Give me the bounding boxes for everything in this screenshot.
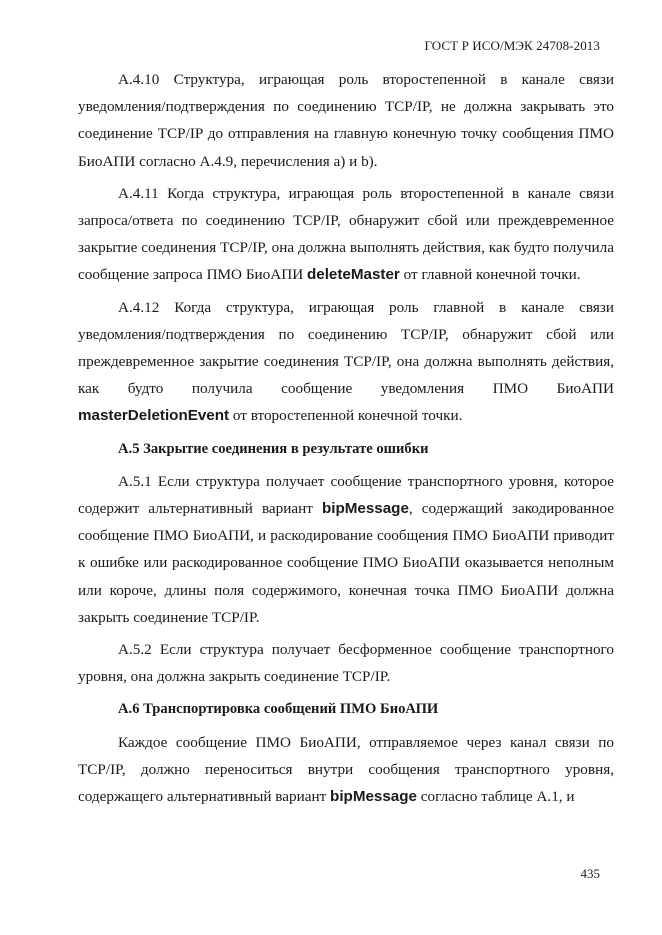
code-term: bipMessage [321, 500, 409, 518]
paragraph-a-4-10 [78, 66, 614, 175]
paragraph-text: А.4.12 Когда структура, играющая роль главной в канале связи уведомления/подтверждения по соединению TCP/IP, обнаружит сбой или преждевременное закрытие соединения TCP/IP, она должна выполнять действия, как будто получила сообщение уведомления ПМО БиоАПИ [78, 298, 614, 398]
code-term: bipMessage [330, 788, 417, 806]
paragraph-a-5-2 [78, 636, 614, 690]
paragraph-a-5-1 [78, 468, 614, 631]
paragraph-a-6 [78, 729, 614, 811]
section-heading-a-6: А.6 Транспортировка сообщений ПМО БиоАПИ [118, 701, 439, 718]
paragraph-text: А.5.1 Если структура получает сообщение транспортного уровня, которое содержит альтернативный вариант [78, 472, 614, 518]
paragraph-a-4-11 [78, 180, 614, 289]
code-term: deleteMaster [306, 266, 400, 284]
code-term: masterDeletionEvent [78, 407, 230, 425]
paragraph-text: Каждое сообщение ПМО БиоАПИ, отправляемое через канал связи по TCP/IP, должно переноситься внутри сообщения транспортного уровня, содержащего альтернативный вариант [78, 733, 614, 806]
paragraph-text: согласно таблице А.1, и [416, 788, 575, 806]
paragraph-text: А.4.10 Структура, играющая роль второстепенной в канале связи уведомления/подтверждения по соединению TCP/IP, не должна закрывать это соединение TCP/IP до отправления на главную конечную точку сообщения ПМО БиоАПИ согласно А.4.9, перечисления а) и b). [78, 71, 614, 170]
paragraph-text: от второстепенной конечной точки. [229, 407, 463, 425]
paragraph-text: от главной конечной точки. [399, 266, 581, 284]
section-heading-a-5: А.5 Закрытие соединения в результате ошибки [118, 440, 429, 457]
document-body [78, 66, 614, 810]
paragraph-text: А.5.2 Если структура получает бесформенное сообщение транспортного уровня, она должна закрыть соединение TCP/IP. [78, 641, 614, 686]
page-number: 435 [580, 866, 600, 881]
paragraph-a-4-12 [78, 294, 614, 430]
paragraph-text: , содержащий закодированное сообщение ПМО БиоАПИ, и раскодирование сообщения ПМО БиоАПИ приводит к ошибке или раскодированное сообщение ПМО БиоАПИ оказывается неполным или короче, длины поля содержимого, конечная точка ПМО БиоАПИ должна закрыть соединение TCP/IP. [78, 500, 614, 626]
document-header: ГОСТ Р ИСО/МЭК 24708-2013 [424, 38, 600, 53]
paragraph-text: А.4.11 Когда структура, играющая роль второстепенной в канале связи запроса/ответа по соединению TCP/IP, обнаружит сбой или преждевременное закрытие соединения TCP/IP, она должна выполнять действия, как будто получила сообщение запроса ПМО БиоАПИ [78, 184, 614, 284]
